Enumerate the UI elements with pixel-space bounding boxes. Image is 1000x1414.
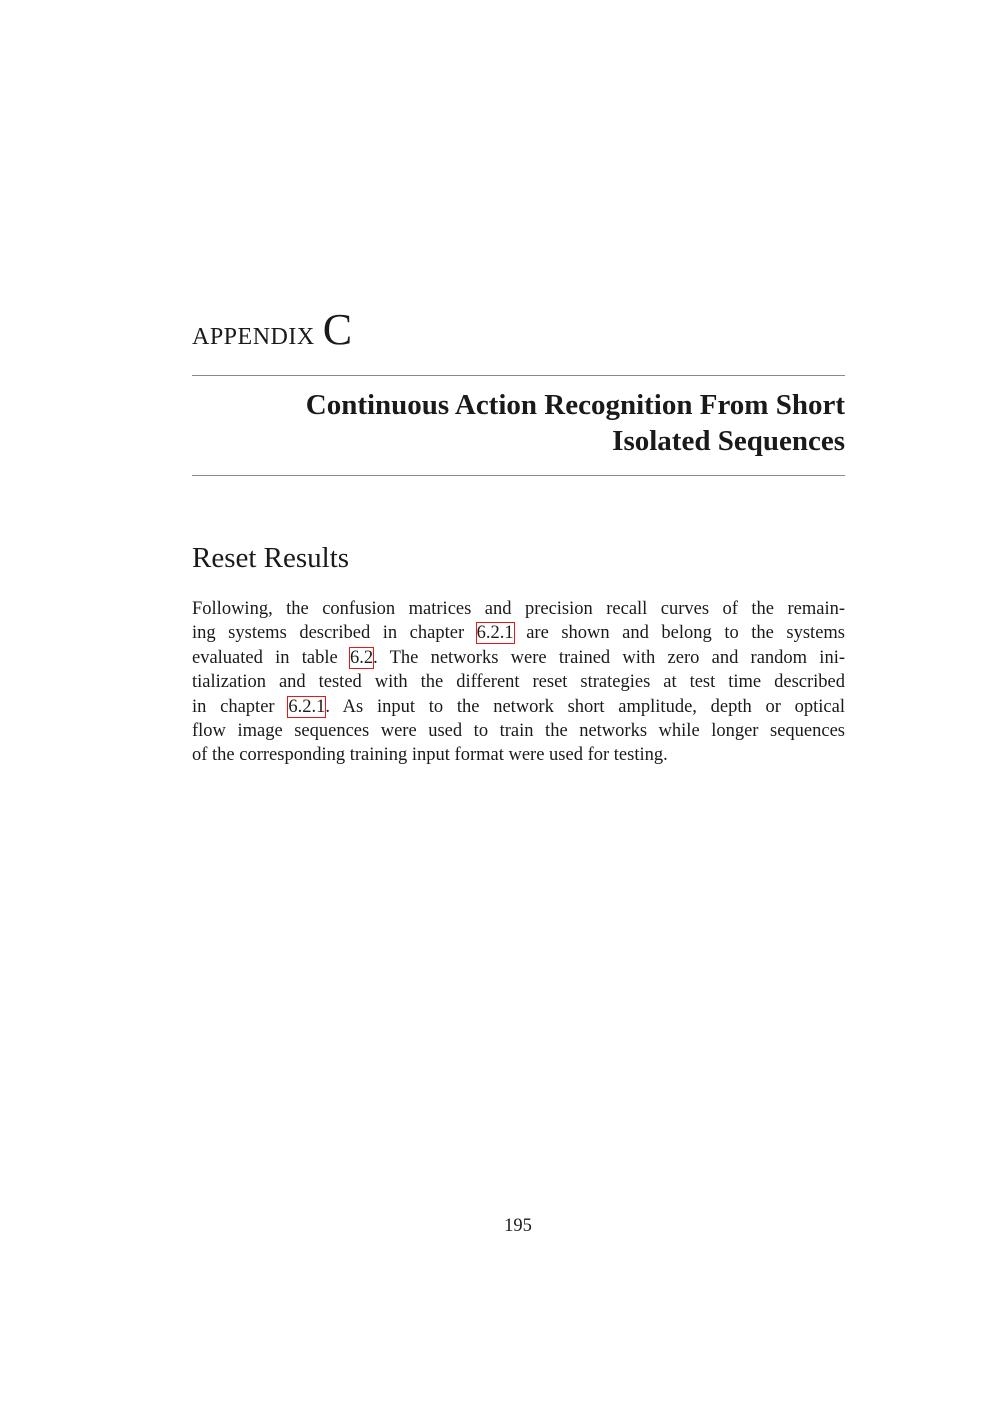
body-text-l1: Following, the confusion matrices and precision recall curves of the remain- (192, 599, 845, 619)
appendix-word: appendix (192, 315, 315, 352)
body-line-5 (192, 695, 845, 719)
body-line-7 (192, 743, 845, 767)
body-line-1 (192, 597, 845, 621)
body-line-2 (192, 621, 845, 645)
body-text-l4: tialization and tested with the different reset strategies at test time described (192, 672, 845, 693)
ref-link-chapter-6-2-1[interactable]: 6.2.1 (476, 623, 514, 644)
body-text-l5a: in chapter (192, 696, 289, 717)
appendix-letter: C (322, 305, 353, 354)
ref-link-chapter-6-2-1-second[interactable]: 6.2.1 (288, 696, 326, 717)
body-text-l2a: ing systems described in chapter (192, 623, 477, 644)
body-paragraph (192, 597, 845, 768)
page-number: 195 (504, 1216, 532, 1236)
appendix-heading (192, 305, 353, 354)
section-heading: Reset Results (192, 542, 350, 574)
chapter-title (192, 387, 845, 459)
body-line-3 (192, 646, 845, 670)
body-text-l3b: . The networks were trained with zero and random ini- (373, 647, 845, 668)
body-line-6 (192, 719, 845, 743)
title-rule-top (192, 375, 845, 376)
title-rule-bottom (192, 475, 845, 476)
chapter-title-line-1: Continuous Action Recognition From Short (305, 389, 845, 421)
chapter-title-line-2: Isolated Sequences (612, 425, 845, 457)
ref-link-table-6-2[interactable]: 6.2 (349, 647, 374, 668)
body-text-l3a: evaluated in table (192, 647, 350, 668)
body-line-4 (192, 670, 845, 694)
body-text-l5b: . As input to the network short amplitude, depth or optical (325, 696, 845, 717)
body-text-l2b: are shown and belong to the systems (513, 623, 845, 644)
body-text-l7: of the corresponding training input format were used for testing. (192, 745, 668, 766)
body-text-l6: flow image sequences were used to train the networks while longer sequences (192, 721, 845, 742)
